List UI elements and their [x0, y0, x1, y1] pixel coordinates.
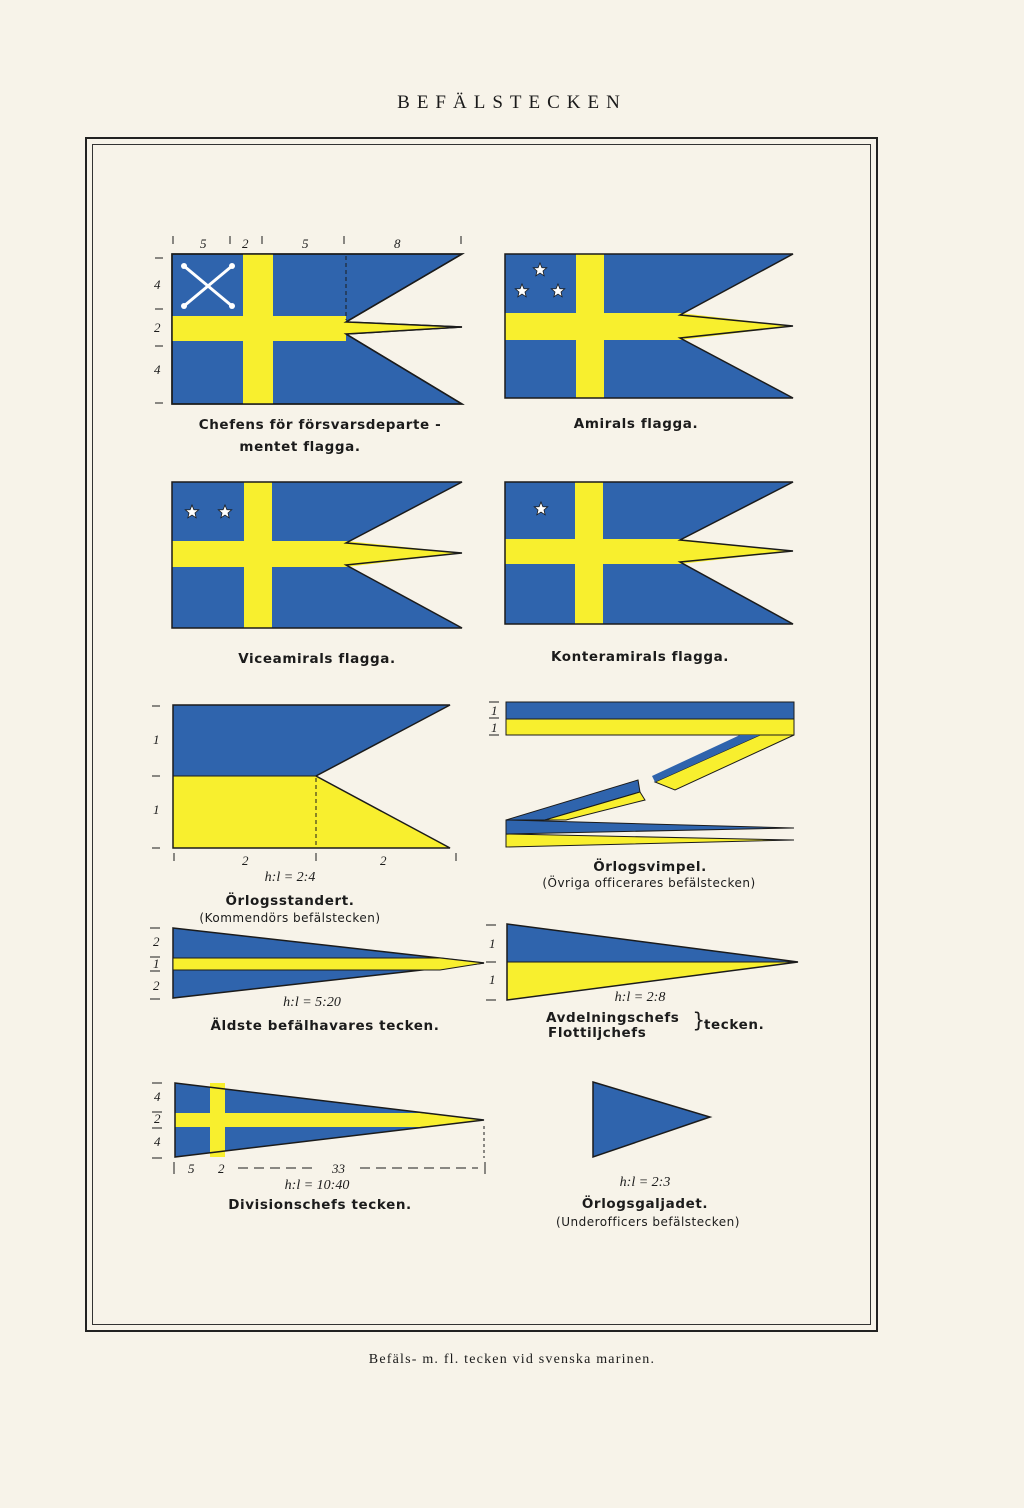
aldste-ratio: h:l = 5:20 — [283, 995, 341, 1010]
aldste-caption: Äldste befälhavares tecken. — [210, 1018, 440, 1034]
dim-label: 2 — [242, 853, 249, 868]
dim-label: 2 — [380, 853, 387, 868]
standert-caption: Örlogsstandert. — [225, 893, 355, 909]
dim-label: 4 — [154, 1089, 161, 1104]
division-ratio: h:l = 10:40 — [284, 1178, 350, 1193]
galjadet-ratio: h:l = 2:3 — [619, 1175, 671, 1190]
dim-label: 4 — [154, 277, 161, 292]
standert-subcaption: (Kommendörs befälstecken) — [199, 911, 381, 925]
vimpel-flag — [489, 702, 794, 847]
galjadet-pennant — [593, 1082, 710, 1157]
galjadet-subcaption: (Underofficers befälstecken) — [556, 1215, 740, 1229]
dim-label: 33 — [332, 1161, 345, 1176]
dim-label: 1 — [489, 972, 496, 987]
chef-caption-line2: mentet flagga. — [239, 439, 361, 455]
dim-label: 4 — [154, 362, 161, 377]
dim-label: 2 — [218, 1161, 225, 1176]
chef-flag — [155, 236, 462, 404]
amiral-caption: Amirals flagga. — [573, 416, 699, 432]
footer-caption: Befäls- m. fl. tecken vid svenska marinen. — [368, 1352, 656, 1367]
dim-label: 1 — [153, 802, 160, 817]
konteramiral-flag — [505, 482, 793, 624]
vimpel-caption: Örlogsvimpel. — [593, 859, 707, 875]
avdelning-caption-line2: Flottiljchefs — [548, 1025, 647, 1041]
dim-label: 8 — [394, 236, 401, 251]
avdelning-caption-suffix: tecken. — [704, 1017, 765, 1033]
dim-label: 5 — [200, 236, 207, 251]
dim-label: 2 — [153, 978, 160, 993]
konteramiral-caption: Konteramirals flagga. — [550, 649, 730, 665]
dim-label: 2 — [154, 320, 161, 335]
standert-ratio: h:l = 2:4 — [264, 870, 316, 885]
dim-label: 1 — [491, 720, 498, 735]
dim-label: 4 — [154, 1134, 161, 1149]
dim-label: 2 — [153, 934, 160, 949]
dim-label: 5 — [302, 236, 309, 251]
dim-label: 1 — [491, 703, 498, 718]
viceamiral-flag — [172, 482, 462, 628]
dim-label: 5 — [188, 1161, 195, 1176]
avdelning-caption-line1: Avdelningschefs — [546, 1010, 680, 1026]
viceamiral-caption: Viceamirals flagga. — [238, 651, 396, 667]
division-pennant — [152, 1083, 485, 1174]
dim-label: 2 — [154, 1111, 161, 1126]
vimpel-subcaption: (Övriga officerares befälstecken) — [542, 876, 756, 890]
dim-label: 1 — [489, 936, 496, 951]
brace-glyph: } — [692, 1008, 706, 1032]
aldste-pennant — [150, 928, 484, 999]
dim-label: 1 — [153, 956, 160, 971]
dim-label: 1 — [153, 732, 160, 747]
chef-caption-line1: Chefens för försvarsdeparte - — [198, 417, 442, 433]
galjadet-caption: Örlogsgaljadet. — [581, 1196, 709, 1212]
page-title: BEFÄLSTECKEN — [397, 92, 627, 113]
avdelning-pennant — [486, 924, 798, 1000]
avdelning-ratio: h:l = 2:8 — [614, 990, 666, 1005]
amiral-flag — [505, 254, 793, 398]
standert-flag — [152, 705, 456, 861]
division-caption: Divisionschefs tecken. — [228, 1197, 412, 1213]
dim-label: 2 — [242, 236, 249, 251]
